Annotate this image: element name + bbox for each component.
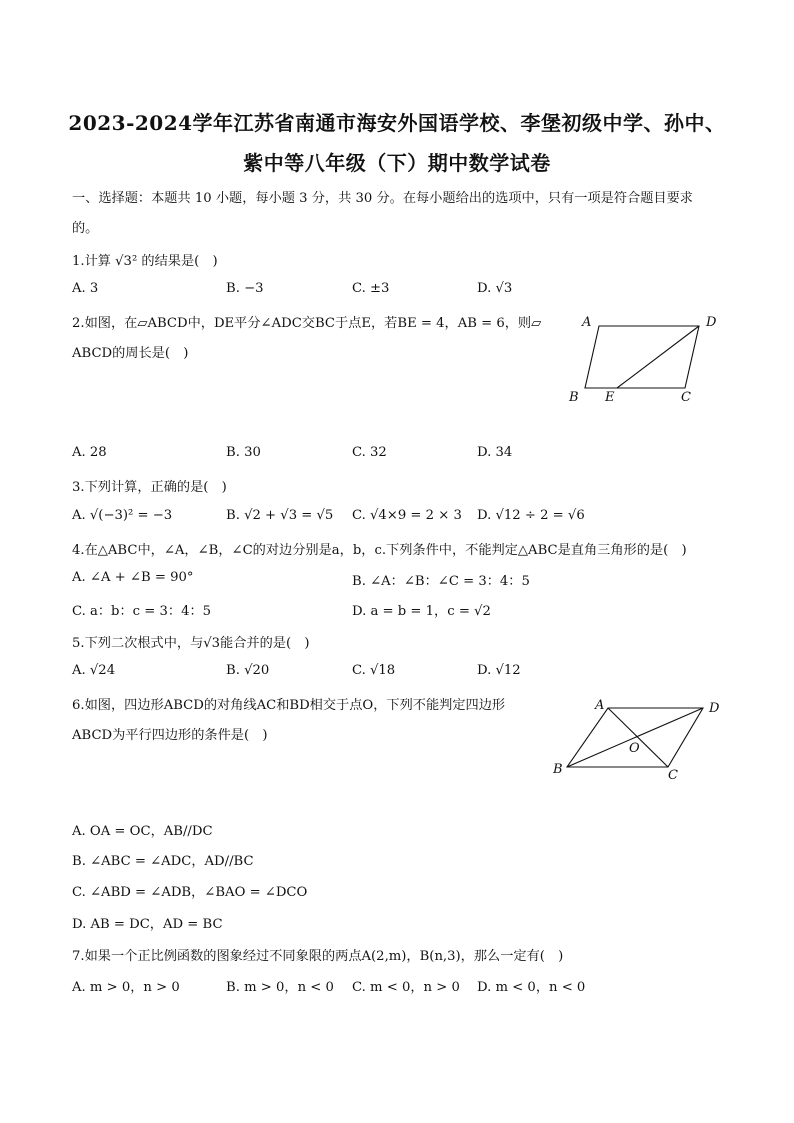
q3-option-b: B. √2 + √3 = √5 — [226, 508, 334, 523]
q1-option-c: C. ±3 — [352, 281, 390, 296]
label-e: E — [605, 390, 615, 405]
question-7-options — [72, 976, 632, 994]
question-2-stem-cont: ABCD的周长是( ) — [72, 346, 189, 361]
q5-option-a: A. √24 — [72, 663, 116, 678]
q1-option-d: D. √3 — [477, 281, 513, 296]
q6-option-d: D. AB = DC，AD = BC — [72, 917, 223, 932]
question-5-stem: 5.下列二次根式中，与√3能合并的是( ) — [72, 636, 310, 651]
section-instructions: 一、选择题：本题共 10 小题，每小题 3 分，共 30 分。在每小题给出的选项中，只有一项是符合题目要求 — [72, 191, 693, 206]
q7-option-b: B. m > 0，n < 0 — [226, 980, 334, 995]
label-c: C — [681, 390, 691, 405]
parallelogram-abcd — [585, 326, 699, 388]
diagonal-ac — [608, 708, 668, 767]
q4-option-d: D. a = b = 1，c = √2 — [352, 604, 491, 619]
question-1-stem: 1.计算 √3² 的结果是( ) — [72, 254, 218, 269]
question-3-options — [72, 508, 632, 526]
q2-option-c: C. 32 — [352, 445, 387, 460]
q5-option-c: C. √18 — [352, 663, 396, 678]
question-4-options-row1 — [72, 570, 632, 588]
q2-option-a: A. 28 — [72, 445, 107, 460]
q5-option-d: D. √12 — [477, 663, 521, 678]
q6-option-a: A. OA = OC，AB//DC — [72, 824, 213, 839]
question-3-stem: 3.下列计算，正确的是( ) — [72, 480, 227, 495]
q1-option-a: A. 3 — [72, 281, 99, 296]
exam-title-line2: 紫中等八年级（下）期中数学试卷 — [243, 151, 551, 175]
q4-option-a: A. ∠A + ∠B = 90° — [72, 570, 194, 585]
q6-option-c: C. ∠ABD = ∠ADB，∠BAO = ∠DCO — [72, 885, 308, 900]
parallelogram-figure-1 — [560, 308, 740, 413]
q3-option-a: A. √(−3)² = −3 — [72, 508, 173, 523]
label-a: A — [582, 315, 592, 330]
q7-option-d: D. m < 0，n < 0 — [477, 980, 586, 995]
q3-option-d: D. √12 ÷ 2 = √6 — [477, 508, 585, 523]
q1-option-b: B. −3 — [226, 281, 264, 296]
q7-option-c: C. m < 0，n > 0 — [352, 980, 460, 995]
q7-option-a: A. m > 0，n > 0 — [72, 980, 180, 995]
label-d: D — [706, 315, 717, 330]
exam-title-line1: 2023-2024学年江苏省南通市海安外国语学校、李堡初级中学、孙中、 — [68, 111, 726, 135]
question-2-stem: 2.如图，在▱ABCD中，DE平分∠ADC交BC于点E，若BE = 4，AB = 6，则▱ — [72, 316, 542, 331]
quadrilateral-figure-2 — [540, 692, 740, 787]
question-4-stem: 4.在△ABC中，∠A，∠B，∠C的对边分别是a，b，c.下列条件中，不能判定△ABC是直角三角形的是( ) — [72, 543, 687, 558]
q4-option-b: B. ∠A：∠B：∠C = 3：4：5 — [352, 574, 530, 589]
q5-option-b: B. √20 — [226, 663, 270, 678]
question-5-options — [72, 663, 632, 681]
question-6-stem: 6.如图，四边形ABCD的对角线AC和BD相交于点O，下列不能判定四边形 — [72, 698, 506, 713]
q2-option-d: D. 34 — [477, 445, 513, 460]
label-c: C — [668, 768, 678, 783]
q4-option-c: C. a：b：c = 3：4：5 — [72, 604, 212, 619]
q6-option-b: B. ∠ABC = ∠ADC，AD//BC — [72, 854, 254, 869]
label-a: A — [595, 698, 605, 713]
question-4-options-row2 — [72, 600, 632, 618]
label-d: D — [709, 701, 720, 716]
label-o: O — [629, 741, 640, 756]
question-1-options — [72, 281, 632, 299]
section-instructions-cont: 的。 — [72, 221, 99, 236]
label-b: B — [569, 390, 579, 405]
q2-option-b: B. 30 — [226, 445, 261, 460]
question-6-stem-cont: ABCD为平行四边形的条件是( ) — [72, 728, 268, 743]
label-b: B — [553, 762, 563, 777]
q3-option-c: C. √4×9 = 2 × 3 — [352, 508, 462, 523]
question-2-options — [72, 445, 632, 463]
question-7-stem: 7.如果一个正比例函数的图象经过不同象限的两点A(2,m)，B(n,3)，那么一定有( ) — [72, 949, 564, 964]
